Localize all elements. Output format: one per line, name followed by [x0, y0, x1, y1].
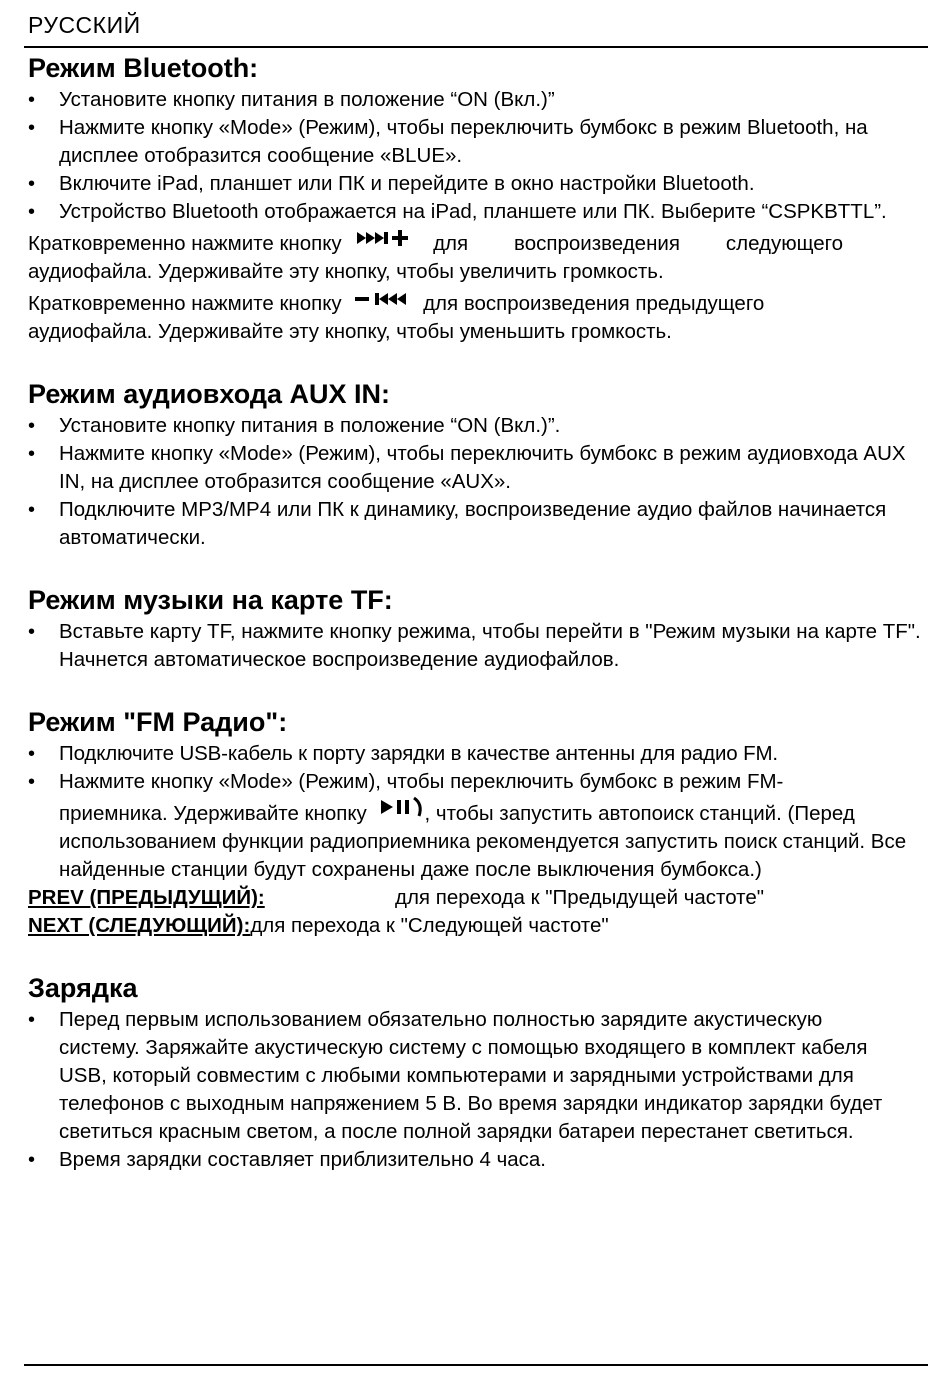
prev-track-paragraph: [28, 290, 933, 318]
fm-bullet2-line1: Нажмите кнопку «Mode» (Режим), чтобы переключить бумбокс в режим FM-: [59, 770, 784, 793]
list-item: • Установите кнопку питания в положение “ON (Вкл.)”.: [28, 412, 933, 440]
list-item: [28, 768, 933, 884]
list-item: • Подключите MP3/MP4 или ПК к динамику, воспроизведение аудио файлов начинается автоматически.: [28, 496, 933, 552]
fm-steps: [28, 740, 933, 884]
list-item: • Время зарядки составляет приблизительно 4 часа.: [28, 1146, 933, 1174]
header-divider: [24, 46, 928, 48]
next-track-paragraph-end: аудиофайла. Удерживайте эту кнопку, чтобы увеличить громкость.: [28, 260, 664, 283]
section-title-charging: Зарядка: [28, 973, 138, 1003]
list-item: • Устройство Bluetooth отображается на iPad, планшете или ПК. Выберите “CSPKBTTL”.: [28, 198, 933, 226]
prev-definition: [28, 884, 933, 912]
fm-bullet2-a: приемника. Удерживайте кнопку: [59, 802, 367, 825]
next-track-volume-up-icon: [357, 230, 413, 250]
aux-steps: [28, 412, 933, 552]
next-text-a: Кратковременно нажмите кнопку: [28, 232, 342, 255]
list-item: • Установите кнопку питания в положение “ON (Вкл.)”: [28, 86, 933, 114]
prev-text-b: для воспроизведения предыдущего: [423, 292, 765, 315]
section-title-fm: Режим "FM Радио":: [28, 707, 288, 737]
list-item: • Подключите USB-кабель к порту зарядки в качестве антенны для радио FM.: [28, 740, 933, 768]
next-desc: для перехода к "Следующей частоте": [250, 914, 609, 937]
charging-notes: [28, 1006, 933, 1174]
list-item: • Нажмите кнопку «Mode» (Режим), чтобы переключить бумбокс в режим Bluetooth, на дисплее отобразится сообщение «BLUE».: [28, 114, 933, 170]
bluetooth-steps: [28, 86, 933, 226]
section-title-aux: Режим аудиовхода AUX IN:: [28, 379, 391, 409]
next-definition: [28, 912, 933, 940]
prev-text-a: Кратковременно нажмите кнопку: [28, 292, 342, 315]
footer-divider: [24, 1364, 928, 1366]
next-text-b: для воспроизведения следующего: [433, 232, 844, 255]
list-item: • Нажмите кнопку «Mode» (Режим), чтобы переключить бумбокс в режим аудиовхода AUX IN, на дисплее отобразится сообщение «AUX».: [28, 440, 933, 496]
play-pause-scan-icon: [381, 796, 425, 820]
list-item: • Включите iPad, планшет или ПК и перейдите в окно настройки Bluetooth.: [28, 170, 933, 198]
list-item: • Вставьте карту TF, нажмите кнопку режима, чтобы перейти в "Режим музыки на карте TF". Начнется автоматическое воспроизведение аудиофайлов.: [28, 618, 933, 674]
prev-track-volume-down-icon: [355, 292, 407, 310]
section-title-tf: Режим музыки на карте TF:: [28, 585, 393, 615]
list-item: • Перед первым использованием обязательно полностью зарядите акустическую систему. Заряжайте акустическую систему с помощью входящего в комплект кабеля USB, который совместим с любыми компьютерами и зарядными устройствами для телефонов с выходным напряжением 5 В. Во время зарядки индикатор зарядки будет светиться красным светом, а после полной зарядки батареи перестанет светиться.: [28, 1006, 933, 1146]
prev-term: PREV (ПРЕДЫДУЩИЙ):: [28, 886, 265, 909]
prev-desc: для перехода к "Предыдущей частоте": [395, 886, 764, 909]
prev-track-paragraph-end: аудиофайла. Удерживайте эту кнопку, чтобы уменьшить громкость.: [28, 320, 672, 343]
fm-bullet2-b: , чтобы запустить автопоиск станций. (Перед использованием функции радиоприемника рекомендуется запустить поиск станций. Все найденные станции будут сохранены даже после выключения бумбокса.): [59, 802, 907, 881]
next-term: NEXT (СЛЕДУЮЩИЙ):: [28, 914, 251, 937]
tf-steps: [28, 618, 933, 674]
section-title-bluetooth: Режим Bluetooth:: [28, 53, 259, 83]
next-track-paragraph: [28, 230, 933, 258]
language-label: РУССКИЙ: [28, 12, 141, 38]
manual-content: [28, 50, 933, 1174]
